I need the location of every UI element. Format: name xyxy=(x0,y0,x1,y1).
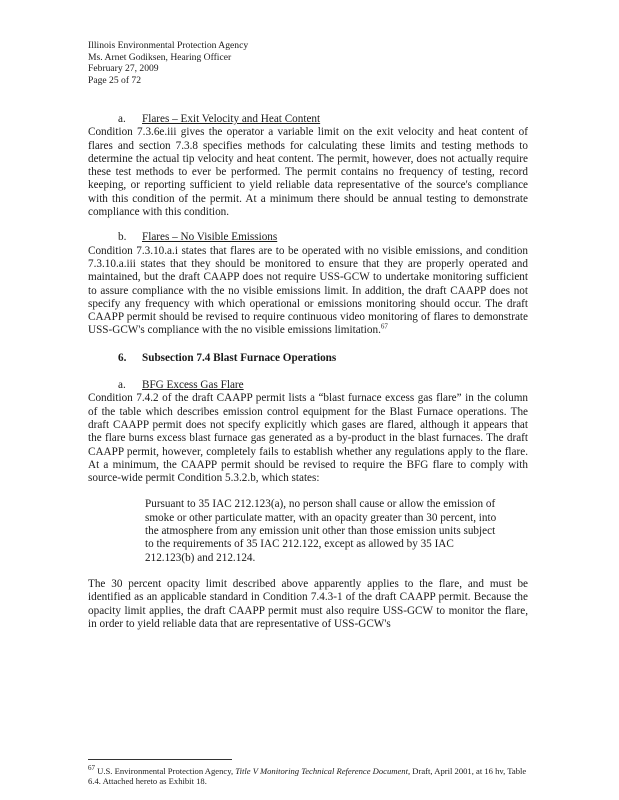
heading-flares-exit-velocity xyxy=(88,113,528,126)
heading-title: Flares – Exit Velocity and Heat Content xyxy=(142,113,321,125)
heading-title: Flares – No Visible Emissions xyxy=(142,231,278,244)
heading-title: Subsection 7.4 Blast Furnace Operations xyxy=(142,351,337,364)
heading-title: BFG Excess Gas Flare xyxy=(142,379,244,392)
header-page-number: Page 25 of 72 xyxy=(88,74,142,86)
document-body xyxy=(88,113,528,631)
footnote-text-post: , Draft, April 2001, at 16 hv, Table 6.4. Attached hereto as Exhibit 18. xyxy=(88,766,527,787)
footnote-text-pre: U.S. Environmental Protection Agency, xyxy=(95,766,236,776)
heading-label: 6. xyxy=(118,351,127,364)
paragraph-opacity-limit: The 30 percent opacity limit described above apparently applies to the flare, and must be identified as an applicable standard in Condition 7.4.3-1 of the draft CAAPP permit. Because the opacity limit applies, the draft CAAPP permit must also require USS-GCW to monitor the flare, in order to yield reliable data that are representative of USS-GCW's xyxy=(88,577,528,630)
heading-label: b. xyxy=(118,231,127,244)
heading-bfg-excess-gas-flare xyxy=(88,379,528,392)
paragraph-text: Condition 7.3.10.a.i states that flares are to be operated with no visible emissions, and condition 7.3.10.a.iii states that they should be monitored to ensure that they are properly operated and maintained, but the draft CAAPP does not require USS-GCW to undertake monitoring sufficient to assure compliance with the no visible emissions limit. In addition, the draft CAAPP does not specify any frequency with which operational or emissions monitoring should occur. The draft CAAPP permit should be revised to require continuous video monitoring of flares to demonstrate USS-GCW's compliance with the no visible emissions limitation. xyxy=(88,244,528,337)
heading-label: a. xyxy=(118,113,126,125)
header-recipient: Ms. Arnet Godiksen, Hearing Officer xyxy=(88,51,232,63)
header-agency: Illinois Environmental Protection Agency xyxy=(88,40,249,51)
block-quote-condition-5-3-2-b: Pursuant to 35 IAC 212.123(a), no person shall cause or allow the emission of smoke or other particulate matter, with an opacity greater than 30 percent, into the atmosphere from any emission unit other than those emission units subject to the requirements of 35 IAC 212.122, except as allowed by 35 IAC 212.123(b) and 212.124. xyxy=(145,498,497,564)
heading-label: a. xyxy=(118,379,126,392)
heading-subsection-7-4 xyxy=(88,352,528,365)
paragraph-flares-visible-emissions xyxy=(88,245,528,338)
paragraph-bfg-flare: Condition 7.4.2 of the draft CAAPP permit lists a “blast furnace excess gas flare” in the column of the table which describes emission control equipment for the Blast Furnace operations. The draft CAAPP permit does not specify explicitly which gases are flared, although it appears that the flare burns excess blast furnace gas generated as a by-product in the blast furnaces. The draft CAAPP permit, however, completely fails to establish whether any regulations apply to the flare. At a minimum, the CAAPP permit should be revised to require the BFG flare to comply with source-wide permit Condition 5.3.2.b, which states: xyxy=(88,392,528,485)
footnote-document-title: Title V Monitoring Technical Reference Document xyxy=(235,766,408,776)
paragraph-flares-exit-velocity: Condition 7.3.6e.iii gives the operator a variable limit on the exit velocity and heat content of flares and section 7.3.8 specifies methods for calculating these limits and testing methods to determine the actual tip velocity and heat content. The permit, however, does not actually require these test methods to ever be performed. The permit contains no frequency of testing, record keeping, or reporting sufficient to yield reliable data representative of the source's compliance with this condition of the permit. At a minimum there should be annual testing to demonstrate compliance with this condition. xyxy=(88,126,528,219)
letter-header xyxy=(88,40,248,86)
heading-flares-visible-emissions xyxy=(88,231,528,244)
footnote-number: 67 xyxy=(88,764,95,773)
footnote xyxy=(88,766,533,787)
header-date: February 27, 2009 xyxy=(88,63,159,74)
footnote-reference: 67 xyxy=(380,322,388,331)
footnote-divider xyxy=(88,759,232,760)
